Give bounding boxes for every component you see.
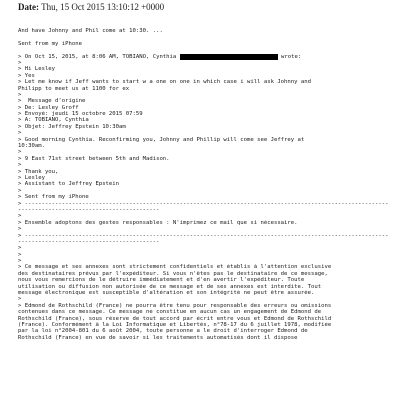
body-line: >: [18, 245, 22, 252]
body-line: >: [18, 91, 22, 98]
quoted-header-end: wrote:: [277, 53, 302, 60]
body-line: >: [18, 296, 22, 303]
body-line: > Assistant to Jeffrey Epstein: [18, 181, 120, 188]
body-line: (France). Conformément à la Loi Informatique et Libertés, n°78-17 du 6 juillet 1978, modifiée: [18, 321, 332, 328]
body-line: > Lesley: [18, 174, 45, 181]
body-line: >: [18, 59, 22, 66]
body-line: >: [18, 258, 22, 265]
body-line: nous vous remercions de le détruire immédiatement et d'en avertir l'expéditeur. Toute: [18, 277, 305, 284]
body-line: >: [18, 187, 22, 194]
body-line: > Thank you,: [18, 168, 59, 175]
body-line: Sent from my iPhone: [18, 40, 82, 47]
body-line: contenues dans ce message. Ce message ne constitue en aucun cas un engagement de Edmond de: [18, 309, 322, 316]
body-line: >: [18, 226, 22, 233]
body-line: > Let me know if Jeff wants to start w a one on one in which case i will ask Johnny and: [18, 79, 311, 86]
body-line: > Envoyé: jeudi 15 octobre 2015 07:59: [18, 111, 143, 118]
body-line: >: [18, 251, 22, 258]
separator-line: ------------------------------------------: [18, 206, 160, 213]
body-line: Rothschild (France), sous réserve de tout accord par écrit entre vous et Edmond de Rothschild: [18, 315, 332, 322]
body-line: And have Johnny and Phil come at 10:30. ...: [18, 28, 163, 34]
body-line: 10:30am.: [18, 143, 45, 150]
body-line: > Edmond de Rothschild (France) ne pourra être tenu pour responsable des erreurs ou omissions: [18, 302, 332, 309]
body-line: >: [18, 130, 22, 137]
body-line: > Objet: Jeffrey Epstein 10:30am: [18, 123, 126, 130]
body-line: >: [18, 162, 22, 169]
body-line: des destinataires prévus par l'expéditeur. Si vous n'êtes pas le destinataire de ce message,: [18, 270, 328, 277]
body-line: > Sent from my iPhone: [18, 194, 89, 201]
redaction-block: [180, 54, 278, 60]
separator-line: > ------------------------------------------------------------------------------------------------------------: [18, 232, 389, 239]
body-line: Rothschild (France) en vue de savoir si les traitements automatisés dont il dispose: [18, 334, 298, 341]
date-value: Thu, 15 Oct 2015 13:10:12 +0000: [41, 2, 165, 12]
quoted-header-start: > On Oct 15, 2015, at 8:06 AM, TOBIANO, Cynthia: [18, 53, 180, 60]
date-label: Date:: [18, 2, 39, 12]
separator-line: ------------------------------------------: [18, 238, 160, 245]
body-line: utilisation ou diffusion non autorisée de ce message et de ses annexes est interdite. Tout: [18, 283, 322, 290]
body-line: > Good morning Cynthia. Reconfirming you, Johnny and Phillip will come see Jeffrey at: [18, 136, 305, 143]
email-body: [18, 28, 398, 341]
email-date-header: [18, 1, 164, 14]
body-line: message électronique est susceptible d'altération et son intégrité ne peut être assurée.: [18, 290, 315, 297]
separator-line: > ------------------------------------------------------------------------------------------------------------: [18, 200, 389, 207]
body-line: > Ensemble adoptons des gestes responsables : N'imprimez ce mail que si nécessaire.: [18, 219, 298, 226]
body-line: > Yes: [18, 72, 35, 79]
body-line: > De: Lesley Groff: [18, 104, 79, 111]
body-line: > Ce message et ses annexes sont strictement confidentiels et établis à l'attention exclusive: [18, 264, 332, 271]
body-line: Philipp to meet us at 1100 for ex: [18, 85, 130, 92]
body-line: par la loi n°2004-801 du 6 août 2004, toute personne a le droit d'interroger Edmond de: [18, 328, 308, 335]
body-line: > Message d'origine: [18, 98, 86, 105]
body-line: > À: TOBIANO, Cynthia: [18, 117, 89, 124]
body-line: > 9 East 71st street between 5th and Madison.: [18, 155, 170, 162]
body-line: >: [18, 149, 22, 156]
body-line: >: [18, 213, 22, 220]
body-line: > Hi Lesley: [18, 66, 56, 73]
